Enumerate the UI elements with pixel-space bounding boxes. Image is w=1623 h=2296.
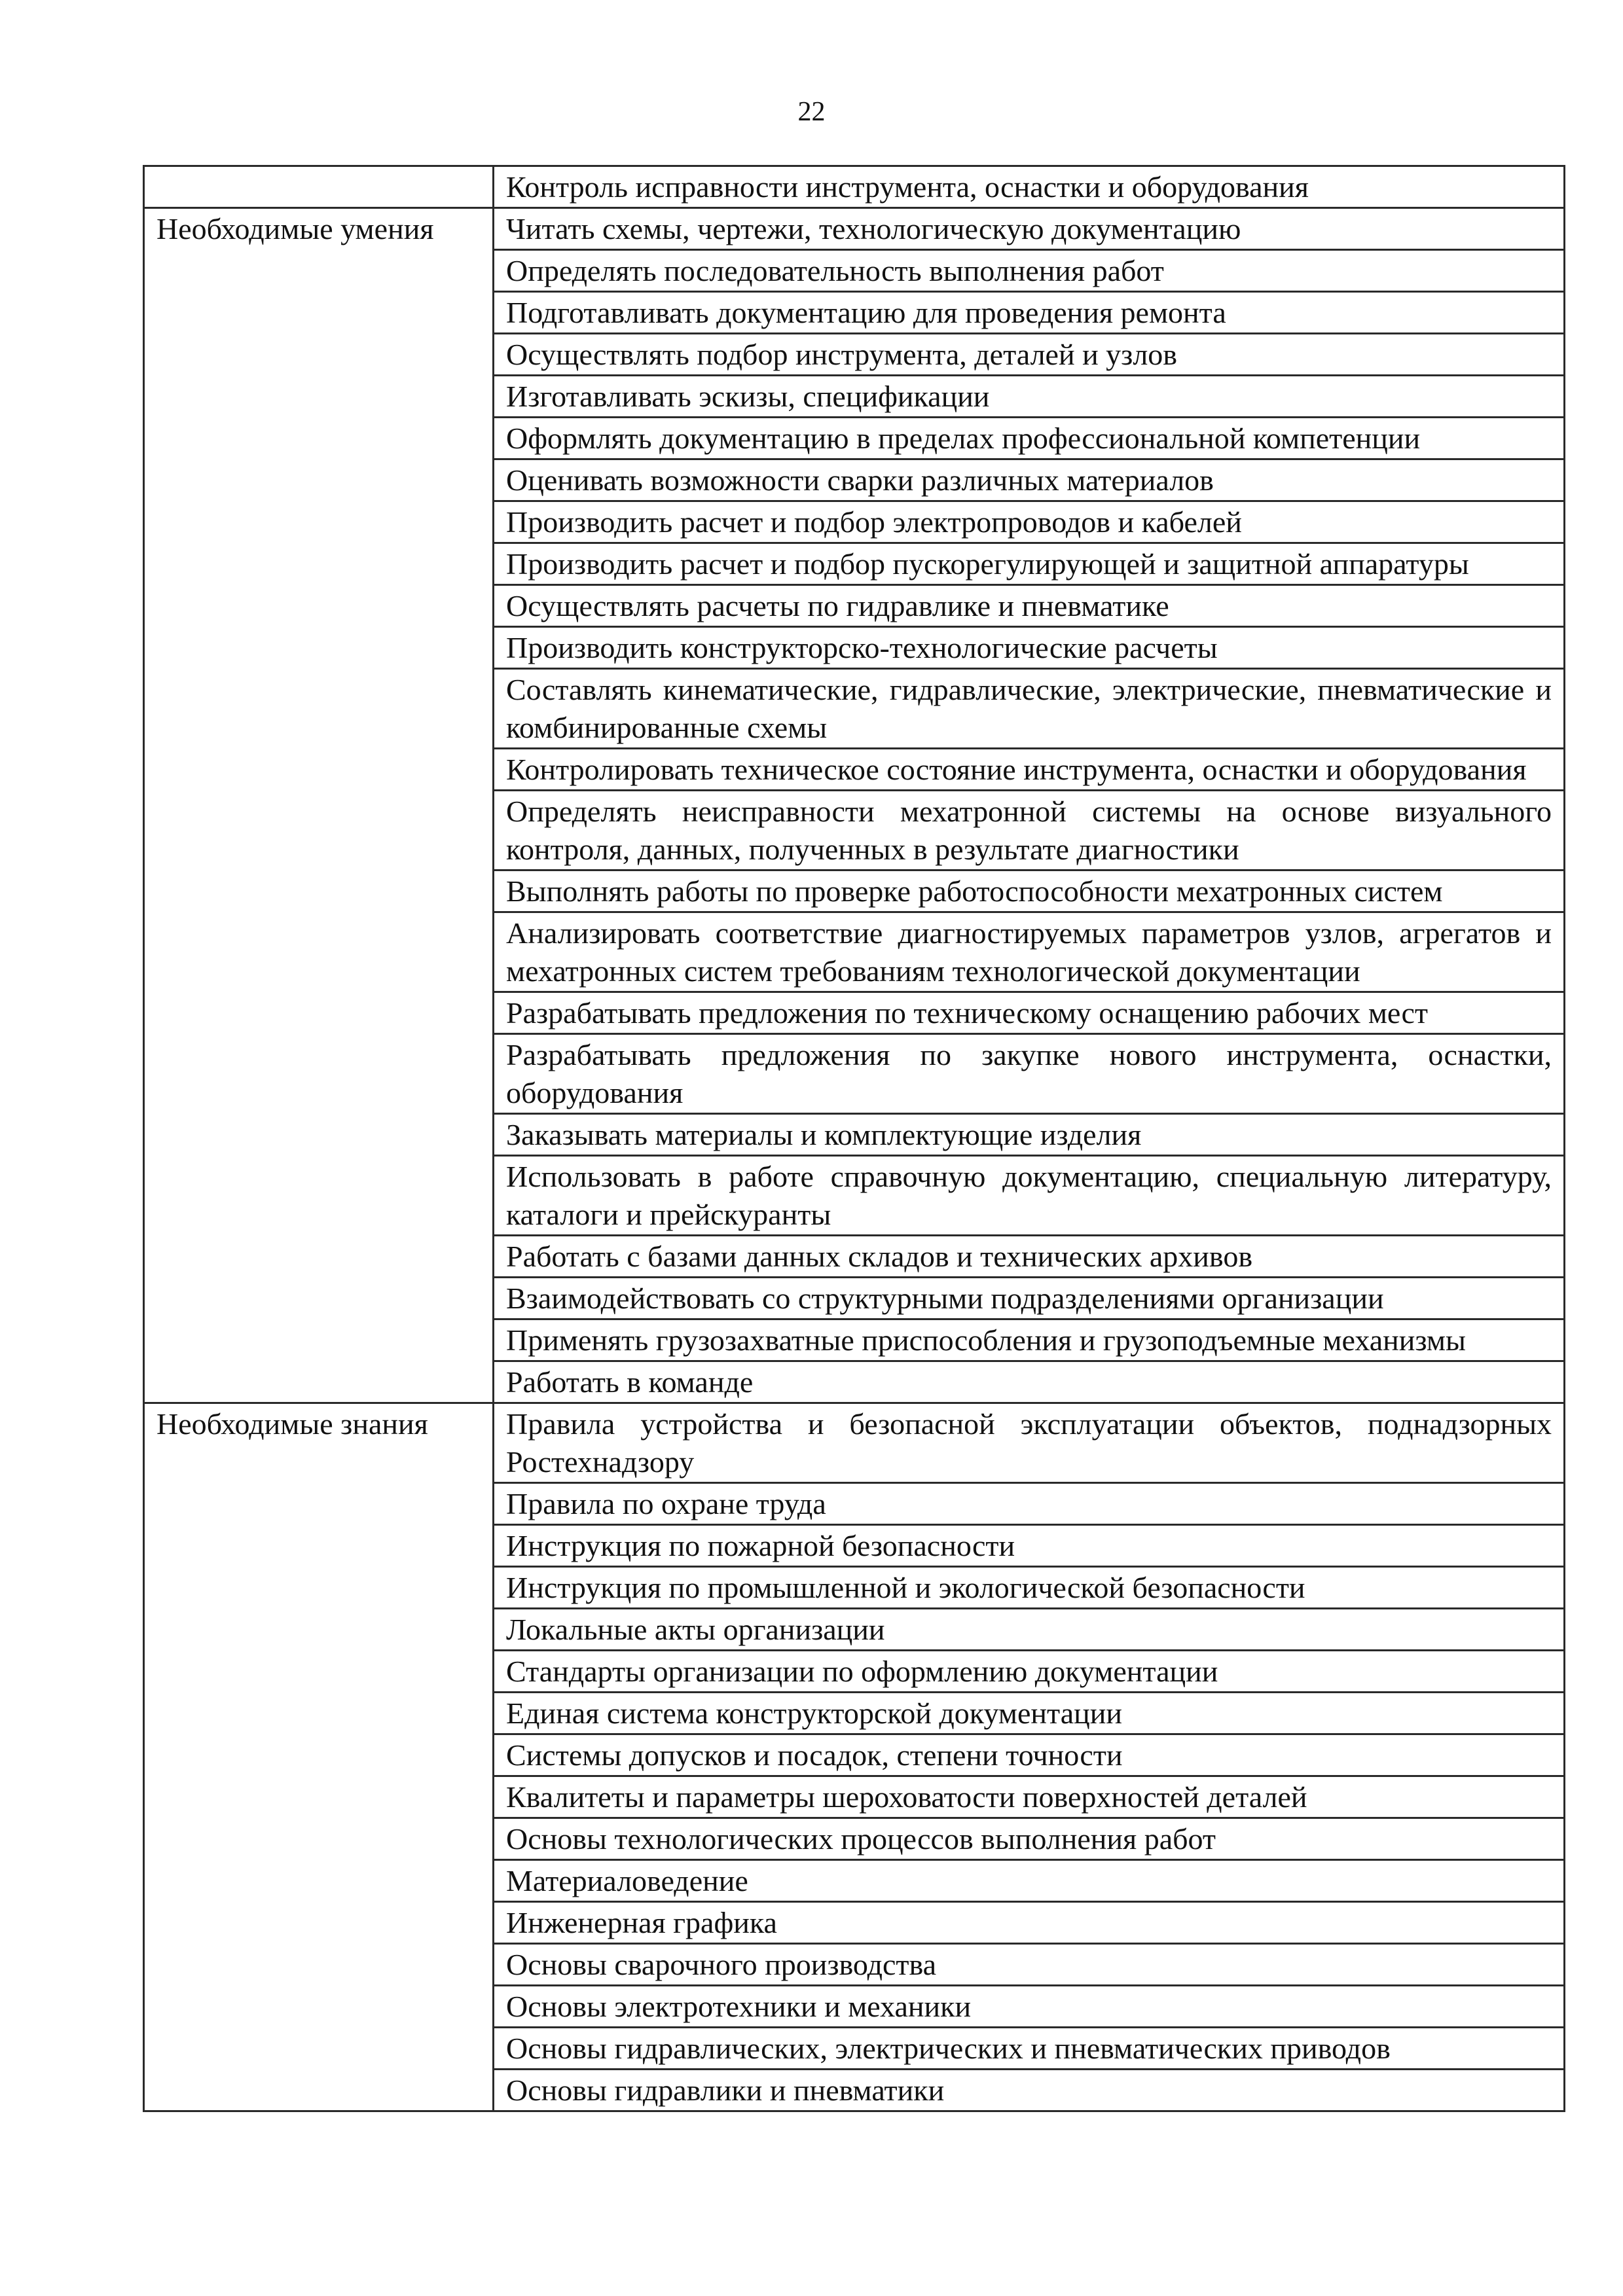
table-cell-item: Составлять кинематические, гидравлические, электрические, пневматические и комбинированные схемы: [494, 669, 1565, 749]
table-cell-category: Необходимые знания: [144, 1403, 494, 2111]
table-cell-item: Изготавливать эскизы, спецификации: [494, 376, 1565, 418]
table-cell-item: Анализировать соответствие диагностируемых параметров узлов, агрегатов и мехатронных систем требованиям технологической документации: [494, 912, 1565, 992]
table-cell-item: Единая система конструкторской документации: [494, 1693, 1565, 1734]
requirements-table: [143, 165, 1565, 2112]
table-cell-item: Разрабатывать предложения по техническому оснащению рабочих мест: [494, 992, 1565, 1034]
table-cell-item: Использовать в работе справочную документацию, специальную литературу, каталоги и прейскуранты: [494, 1156, 1565, 1236]
table-cell-item: Заказывать материалы и комплектующие изделия: [494, 1114, 1565, 1156]
page-number: 22: [797, 97, 826, 127]
table-cell-item: Инструкция по промышленной и экологической безопасности: [494, 1567, 1565, 1609]
table-cell-category: Необходимые умения: [144, 208, 494, 1403]
table-row: [144, 208, 1565, 250]
requirements-table-body: [144, 166, 1565, 2111]
table-cell-item: Осуществлять расчеты по гидравлике и пневматике: [494, 585, 1565, 627]
table-cell-item: Взаимодействовать со структурными подразделениями организации: [494, 1278, 1565, 1319]
table-cell-item: Осуществлять подбор инструмента, деталей и узлов: [494, 334, 1565, 376]
table-cell-item: Контролировать техническое состояние инструмента, оснастки и оборудования: [494, 749, 1565, 791]
table-cell-item: Квалитеты и параметры шероховатости поверхностей деталей: [494, 1776, 1565, 1818]
table-cell-item: Оформлять документацию в пределах профессиональной компетенции: [494, 418, 1565, 459]
table-cell-item: Разрабатывать предложения по закупке нового инструмента, оснастки, оборудования: [494, 1034, 1565, 1114]
table-cell-item: Основы сварочного производства: [494, 1944, 1565, 1986]
table-cell-item: Материаловедение: [494, 1860, 1565, 1902]
table-cell-item: Локальные акты организации: [494, 1609, 1565, 1651]
table-cell-item: Контроль исправности инструмента, оснастки и оборудования: [494, 166, 1565, 208]
table-cell-item: Стандарты организации по оформлению документации: [494, 1651, 1565, 1693]
table-cell-item: Оценивать возможности сварки различных материалов: [494, 459, 1565, 501]
table-cell-item: Инженерная графика: [494, 1902, 1565, 1944]
table-cell-item: Правила устройства и безопасной эксплуатации объектов, поднадзорных Ростехнадзору: [494, 1403, 1565, 1483]
table-cell-empty: [144, 166, 494, 208]
table-cell-item: Основы технологических процессов выполнения работ: [494, 1818, 1565, 1860]
table-cell-item: Основы гидравлики и пневматики: [494, 2070, 1565, 2111]
table-cell-item: Работать с базами данных складов и технических архивов: [494, 1236, 1565, 1278]
table-row: [144, 166, 1565, 208]
table-cell-item: Подготавливать документацию для проведения ремонта: [494, 292, 1565, 334]
table-cell-item: Читать схемы, чертежи, технологическую документацию: [494, 208, 1565, 250]
table-cell-item: Правила по охране труда: [494, 1483, 1565, 1525]
table-cell-item: Производить расчет и подбор электропроводов и кабелей: [494, 501, 1565, 543]
table-cell-item: Производить конструкторско-технологические расчеты: [494, 627, 1565, 669]
table-cell-item: Определять неисправности мехатронной системы на основе визуального контроля, данных, полученных в результате диагностики: [494, 791, 1565, 870]
table-cell-item: Основы гидравлических, электрических и пневматических приводов: [494, 2028, 1565, 2070]
table-cell-item: Основы электротехники и механики: [494, 1986, 1565, 2028]
table-cell-item: Определять последовательность выполнения работ: [494, 250, 1565, 292]
table-cell-item: Работать в команде: [494, 1361, 1565, 1403]
table-cell-item: Системы допусков и посадок, степени точности: [494, 1734, 1565, 1776]
table-cell-item: Производить расчет и подбор пускорегулирующей и защитной аппаратуры: [494, 543, 1565, 585]
table-cell-item: Инструкция по пожарной безопасности: [494, 1525, 1565, 1567]
table-cell-item: Выполнять работы по проверке работоспособности мехатронных систем: [494, 870, 1565, 912]
table-row: [144, 1403, 1565, 1483]
table-cell-item: Применять грузозахватные приспособления и грузоподъемные механизмы: [494, 1319, 1565, 1361]
